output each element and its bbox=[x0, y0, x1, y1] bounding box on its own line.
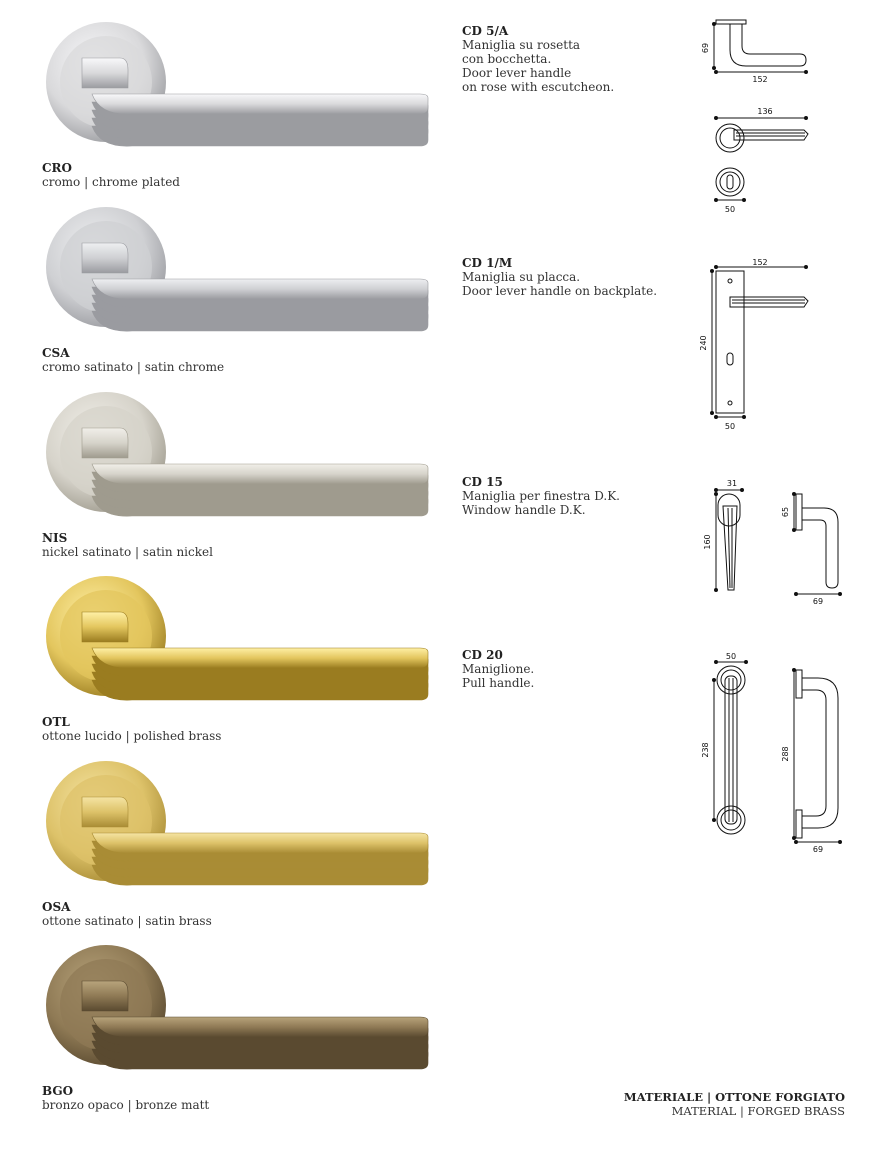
model-cd15 bbox=[462, 475, 620, 517]
model-desc-line: Maniglia su placca. bbox=[462, 270, 581, 284]
lever-layer bbox=[92, 464, 428, 484]
lever-neck bbox=[82, 981, 128, 1011]
material-it: MATERIALE | OTTONE FORGIATO bbox=[623, 1090, 845, 1104]
rose-inner bbox=[720, 128, 740, 148]
handle-image bbox=[42, 388, 442, 538]
drawing-cd15 bbox=[690, 472, 855, 616]
lever-layer bbox=[92, 833, 428, 853]
model-desc-line: on rose with escutcheon. bbox=[462, 80, 615, 94]
lever-neck bbox=[82, 797, 128, 827]
dim-height-label: 160 bbox=[703, 534, 712, 550]
dim-length-label: 288 bbox=[781, 746, 790, 762]
finish-code: BGO bbox=[42, 1084, 74, 1098]
lever-layer bbox=[92, 648, 428, 668]
pull-bar-side bbox=[802, 678, 838, 828]
finish-name: cromo | chrome plated bbox=[42, 175, 180, 189]
dim-width-label: 50 bbox=[724, 422, 736, 431]
drawing-cd20 bbox=[690, 648, 855, 862]
dim-centers-label: 238 bbox=[701, 742, 710, 758]
lever-neck bbox=[82, 58, 128, 88]
drawing-cd1m bbox=[690, 255, 850, 439]
handle-image bbox=[42, 18, 442, 168]
dim-length-label: 152 bbox=[752, 258, 768, 267]
model-cd5a bbox=[462, 24, 614, 94]
handle-image bbox=[42, 757, 442, 907]
model-desc-line: Door lever handle bbox=[462, 66, 572, 80]
screw-hole bbox=[728, 401, 732, 405]
handle-image bbox=[42, 572, 442, 722]
window-lever-side bbox=[802, 508, 838, 588]
finish-code: OTL bbox=[42, 715, 70, 729]
model-desc-line: Maniglione. bbox=[462, 662, 535, 676]
model-desc-line: Pull handle. bbox=[462, 676, 535, 690]
model-desc-line: Maniglia su rosetta bbox=[462, 38, 581, 52]
screw-hole bbox=[728, 279, 732, 283]
finish-code: OSA bbox=[42, 900, 71, 914]
dim-depth-label: 69 bbox=[812, 597, 824, 606]
model-code: CD 20 bbox=[462, 648, 503, 662]
lever-neck bbox=[82, 612, 128, 642]
finish-name: bronzo opaco | bronze matt bbox=[42, 1098, 210, 1112]
lever-layer bbox=[92, 94, 428, 114]
model-code: CD 1/M bbox=[462, 256, 513, 270]
finish-name: nickel satinato | satin nickel bbox=[42, 545, 213, 559]
dim-width-label: 50 bbox=[725, 652, 737, 661]
dim-top-label: 136 bbox=[757, 107, 773, 116]
finish-code: NIS bbox=[42, 531, 68, 545]
model-code: CD 5/A bbox=[462, 24, 509, 38]
model-desc-line: con bocchetta. bbox=[462, 52, 552, 66]
model-desc-line: Window handle D.K. bbox=[462, 503, 586, 517]
lever-layer bbox=[92, 279, 428, 299]
dim-side-label: 65 bbox=[781, 506, 790, 518]
lever-neck bbox=[82, 243, 128, 273]
finish-name: ottone lucido | polished brass bbox=[42, 729, 222, 743]
backplate bbox=[716, 271, 744, 413]
dim-length-label: 152 bbox=[752, 75, 768, 84]
lever-top bbox=[730, 297, 808, 307]
handle-image bbox=[42, 203, 442, 353]
pull-bar-front bbox=[725, 676, 737, 824]
drawing-cd5a bbox=[690, 14, 850, 223]
model-code: CD 15 bbox=[462, 475, 503, 489]
dim-depth-label: 69 bbox=[812, 845, 824, 854]
model-cd1m bbox=[462, 256, 657, 298]
dim-height-label: 240 bbox=[699, 335, 708, 351]
pull-rose-side bbox=[796, 810, 802, 838]
dim-width-label: 31 bbox=[726, 479, 738, 488]
model-desc-line: Maniglia per finestra D.K. bbox=[462, 489, 620, 503]
rose-side bbox=[716, 20, 746, 24]
dim-height-label: 69 bbox=[701, 42, 710, 54]
lever-profile bbox=[730, 24, 806, 66]
window-rose-side bbox=[796, 494, 802, 530]
lever-neck bbox=[82, 428, 128, 458]
pull-rose-side bbox=[796, 670, 802, 698]
model-cd20 bbox=[462, 648, 534, 690]
finish-code: CSA bbox=[42, 346, 70, 360]
material-en: MATERIAL | FORGED BRASS bbox=[671, 1104, 845, 1118]
lever-layer bbox=[92, 1017, 428, 1037]
finish-name: ottone satinato | satin brass bbox=[42, 914, 212, 928]
handle-image bbox=[42, 941, 442, 1091]
dim-rose-label: 50 bbox=[724, 205, 736, 214]
material-note bbox=[624, 1090, 845, 1118]
finish-name: cromo satinato | satin chrome bbox=[42, 360, 225, 374]
lever-top bbox=[734, 130, 808, 140]
finish-code: CRO bbox=[42, 161, 72, 175]
model-desc-line: Door lever handle on backplate. bbox=[462, 284, 658, 298]
keyhole bbox=[727, 353, 733, 365]
